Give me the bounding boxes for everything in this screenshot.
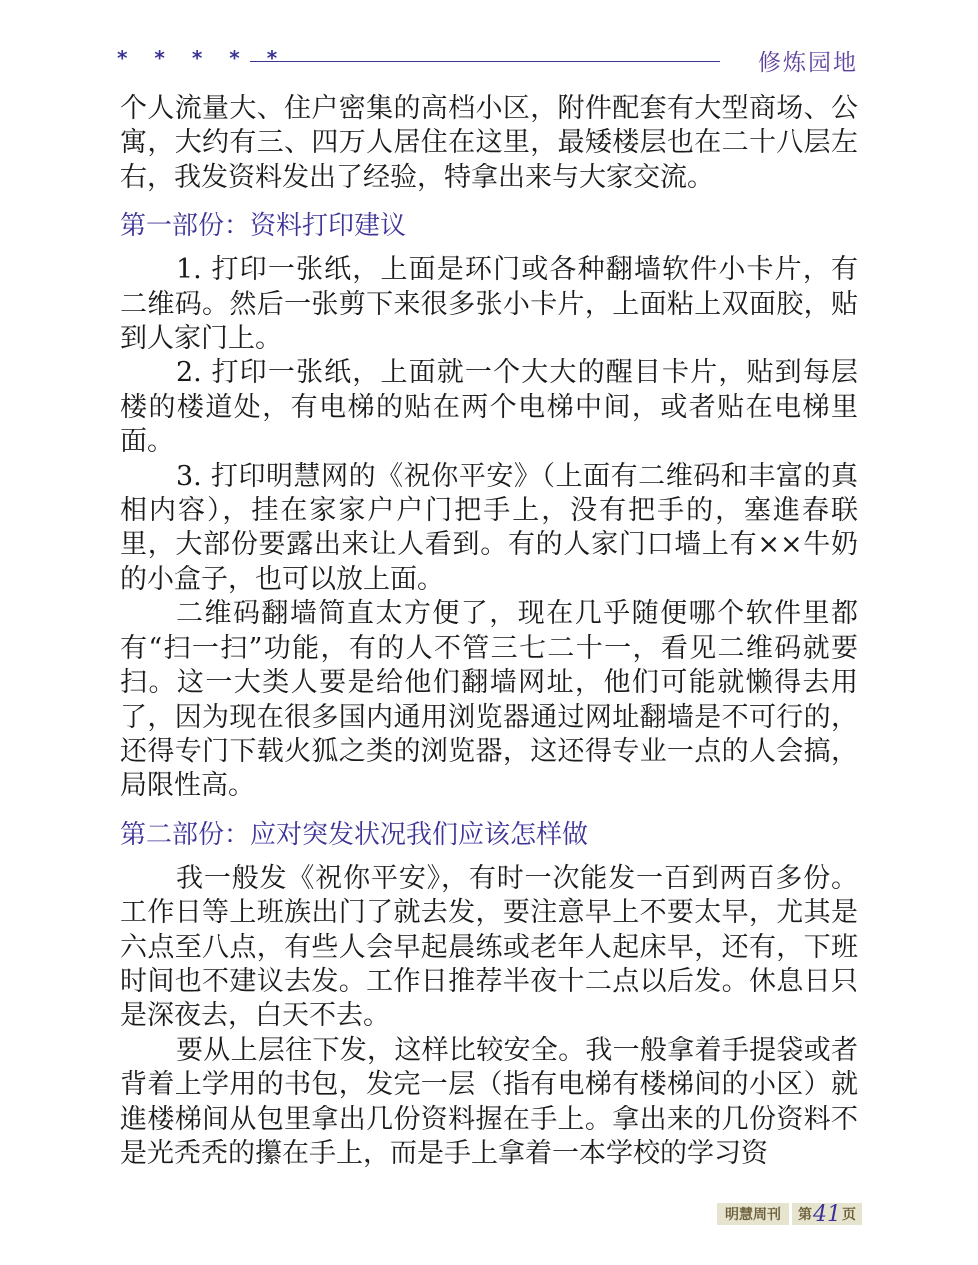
page-prefix: 第 (798, 1207, 812, 1223)
section1-paragraph-4: 二维码翻墙简直太方便了，现在几乎随便哪个软件里都有“扫一扫”功能，有的人不管三七二十一，看见二维码就要扫。这一大类人要是给他们翻墙网址，他们可能就懒得去用了，因为现在很多国内通用浏览器通过网址翻墙是不可行的，还得专门下载火狐之类的浏览器，这还得专业一点的人会搞，局限性高。 (120, 598, 858, 802)
section2-paragraph-1: 我一般发《祝你平安》，有时一次能发一百到两百多份。工作日等上班族出门了就去发，要注意早上不要太早，尤其是六点至八点，有些人会早起晨练或老年人起床早，还有，下班时间也不建议去发。工作日推荐半夜十二点以后发。休息日只是深夜去，白天不去。 (120, 862, 858, 1032)
section2-paragraph-2: 要从上层往下发，这样比较安全。我一般拿着手提袋或者背着上学用的书包，发完一层（指有电梯有楼梯间的小区）就進楼梯间从包里拿出几份资料握在手上。拿出来的几份资料不是光秃秃的攥在手上，而是手上拿着一本学校的学习资 (120, 1034, 858, 1169)
intro-paragraph: 个人流量大、住户密集的高档小区，附件配套有大型商场、公寓，大约有三、四万人居住在这里，最矮楼层也在二十八层左右，我发资料发出了经验，特拿出来与大家交流。 (120, 93, 858, 193)
section1-paragraph-2: 2. 打印一张纸，上面就一个大大的醒目卡片，贴到每层楼的楼道处，有电梯的贴在两个电梯中间，或者贴在电梯里面。 (120, 357, 858, 458)
section-title: 修炼园地 (758, 50, 858, 76)
page-number-badge (792, 1203, 862, 1225)
page-number: 41 (813, 1201, 841, 1227)
magazine-name: 明慧周刊 (717, 1203, 792, 1225)
page-header (0, 44, 978, 76)
page-suffix: 页 (842, 1207, 856, 1223)
decorative-stars: * * * * * (117, 46, 288, 70)
page-footer (717, 1203, 862, 1225)
section1-paragraph-1: 1. 打印一张纸，上面是环门或各种翻墙软件小卡片，有二维码。然后一张剪下来很多张小卡片，上面粘上双面胶，贴到人家门上。 (120, 254, 858, 355)
section1-paragraph-3: 3. 打印明慧网的《祝你平安》（上面有二维码和丰富的真相内容），挂在家家户户门把手上，没有把手的，塞進春联里，大部份要露出来让人看到。有的人家门口墙上有××牛奶的小盒子，也可以放上面。 (120, 460, 858, 595)
header-divider (250, 61, 720, 62)
section2-heading: 第二部份：应对突发状况我们应该怎样做 (120, 819, 589, 850)
section1-heading: 第一部份：资料打印建议 (120, 211, 407, 242)
article-body (120, 92, 858, 1171)
